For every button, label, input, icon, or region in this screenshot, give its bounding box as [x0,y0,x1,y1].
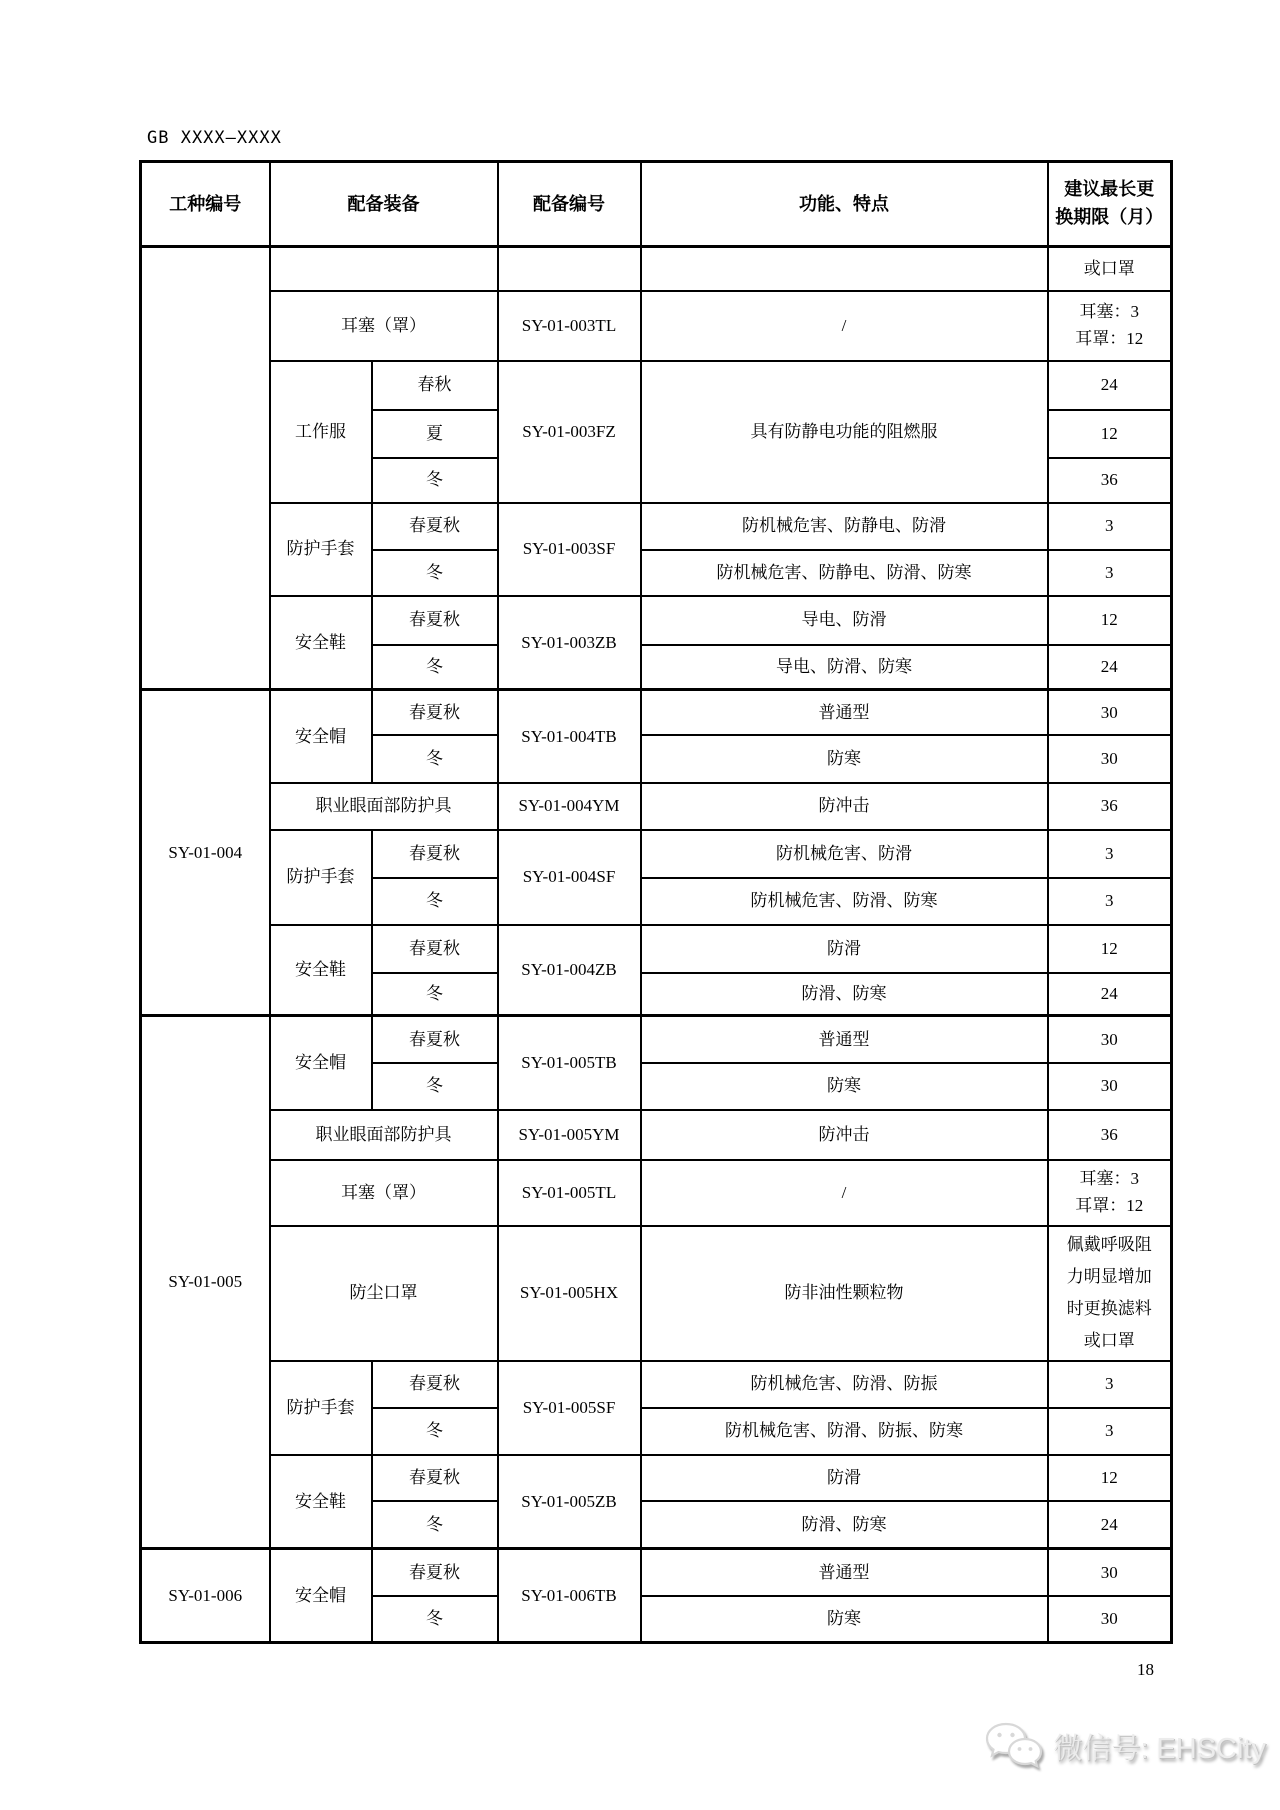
cell-period: 12 [1048,925,1172,973]
cell-feature: 防寒 [641,735,1048,783]
cell-feature: 防冲击 [641,783,1048,830]
cell-period: 30 [1048,1016,1172,1063]
ppe-spec-table [139,160,1173,1644]
watermark-text: 微信号: EHSCity [1053,1732,1266,1765]
cell-feature: 防滑 [641,925,1048,973]
wechat-icon [983,1720,1045,1772]
cell-equipment-gloves: 防护手套 [270,1361,372,1455]
cell-season: 冬 [372,878,498,925]
period-earplug-line1: 耳塞：3 [1079,1169,1139,1189]
cell-season: 冬 [372,1063,498,1110]
cell-feature: 防机械危害、防静电、防滑、防寒 [641,550,1048,596]
cell-code-gloves: SY-01-003SF [498,503,641,596]
cell-season: 冬 [372,1408,498,1455]
cell-equipment-helmet: 安全帽 [270,1016,372,1110]
cell-code-shoes: SY-01-004ZB [498,925,641,1016]
cell-period: 3 [1048,550,1172,596]
cell-season: 春夏秋 [372,1455,498,1501]
cell-feature-cont [641,247,1048,291]
cell-feature: 防寒 [641,1596,1048,1643]
header-equipment: 配备装备 [270,162,498,247]
cell-code-dustmask: SY-01-005HX [498,1226,641,1361]
header-features: 功能、特点 [641,162,1048,247]
cell-feature-earplug: / [641,291,1048,361]
cell-equipment-gloves: 防护手套 [270,830,372,925]
cell-period: 30 [1048,1549,1172,1596]
cell-period: 30 [1048,735,1172,783]
cell-period: 3 [1048,503,1172,550]
cell-period: 24 [1048,973,1172,1016]
cell-season: 冬 [372,1596,498,1643]
cell-feature: 防冲击 [641,1110,1048,1160]
cell-feature-workwear: 具有防静电功能的阻燃服 [641,361,1048,503]
cell-period-earplug [1048,1160,1172,1226]
cell-code-cont [498,247,641,291]
cell-season: 冬 [372,735,498,783]
period-earplug-line2: 耳罩：12 [1075,1195,1144,1215]
cell-code-gloves: SY-01-005SF [498,1361,641,1455]
header-period [1048,162,1172,247]
cell-period: 12 [1048,410,1172,458]
cell-equipment-earplug: 耳塞（罩） [270,291,498,361]
cell-job-code-s005: SY-01-005 [141,1016,270,1549]
cell-period: 24 [1048,645,1172,690]
cell-period: 12 [1048,596,1172,645]
cell-job-code-s003 [141,247,270,690]
cell-season: 冬 [372,645,498,690]
cell-equipment-gloves: 防护手套 [270,503,372,596]
cell-job-code-s004: SY-01-004 [141,690,270,1016]
cell-code-helmet: SY-01-005TB [498,1016,641,1110]
header-period-line2: 换期限（月） [1055,207,1164,227]
cell-season: 冬 [372,550,498,596]
period-earplug-line1: 耳塞：3 [1079,302,1139,322]
cell-season: 春夏秋 [372,690,498,735]
cell-season: 春夏秋 [372,925,498,973]
cell-code-workwear: SY-01-003FZ [498,361,641,503]
cell-code-shoes: SY-01-003ZB [498,596,641,690]
cell-equipment-shoes: 安全鞋 [270,596,372,690]
cell-period: 36 [1048,1110,1172,1160]
cell-equipment-earplug: 耳塞（罩） [270,1160,498,1226]
cell-period: 30 [1048,690,1172,735]
cell-equipment-cont [270,247,498,291]
cell-code-earplug: SY-01-003TL [498,291,641,361]
cell-period: 30 [1048,1063,1172,1110]
cell-code-gloves: SY-01-004SF [498,830,641,925]
cell-feature: 防机械危害、防滑 [641,830,1048,878]
cell-season: 春夏秋 [372,830,498,878]
cell-season: 夏 [372,410,498,458]
cell-season: 春夏秋 [372,596,498,645]
cell-period: 3 [1048,830,1172,878]
wechat-watermark [983,1716,1266,1776]
cell-period-cont: 或口罩 [1048,247,1172,291]
cell-season: 春夏秋 [372,1016,498,1063]
cell-feature: 普通型 [641,1549,1048,1596]
cell-period-dustmask [1048,1226,1172,1361]
cell-season: 冬 [372,458,498,503]
cell-period: 30 [1048,1596,1172,1643]
cell-equipment-workwear: 工作服 [270,361,372,503]
cell-feature: 防滑、防寒 [641,973,1048,1016]
cell-period: 24 [1048,361,1172,410]
cell-code-eyeface: SY-01-005YM [498,1110,641,1160]
cell-period: 3 [1048,1361,1172,1408]
cell-period: 36 [1048,783,1172,830]
document-code: GB XXXX—XXXX [147,128,282,148]
header-period-line1: 建议最长更 [1064,179,1155,200]
cell-code-helmet: SY-01-004TB [498,690,641,783]
cell-season: 冬 [372,1501,498,1549]
cell-period: 3 [1048,878,1172,925]
dustmask-period-text: 佩戴呼吸阻力明显增加时更换滤料或口罩 [1066,1234,1152,1351]
cell-equipment-eyeface: 职业眼面部防护具 [270,783,498,830]
cell-code-eyeface: SY-01-004YM [498,783,641,830]
header-equip-code: 配备编号 [498,162,641,247]
cell-season: 春夏秋 [372,503,498,550]
cell-feature: 防寒 [641,1063,1048,1110]
cell-equipment-helmet: 安全帽 [270,690,372,783]
cell-season: 春夏秋 [372,1549,498,1596]
cell-feature: 防滑 [641,1455,1048,1501]
period-earplug-line2: 耳罩：12 [1075,328,1144,348]
cell-period: 36 [1048,458,1172,503]
cell-period: 24 [1048,1501,1172,1549]
cell-feature: 防机械危害、防静电、防滑 [641,503,1048,550]
cell-code-earplug: SY-01-005TL [498,1160,641,1226]
cell-season: 冬 [372,973,498,1016]
cell-equipment-shoes: 安全鞋 [270,1455,372,1549]
cell-feature: 导电、防滑 [641,596,1048,645]
cell-feature: 普通型 [641,690,1048,735]
cell-equipment-dustmask: 防尘口罩 [270,1226,498,1361]
cell-feature: 导电、防滑、防寒 [641,645,1048,690]
cell-feature: / [641,1160,1048,1226]
cell-feature: 防机械危害、防滑、防寒 [641,878,1048,925]
cell-equipment-eyeface: 职业眼面部防护具 [270,1110,498,1160]
cell-season: 春秋 [372,361,498,410]
cell-period: 12 [1048,1455,1172,1501]
page-number: 18 [1137,1660,1154,1679]
cell-period: 3 [1048,1408,1172,1455]
cell-feature: 防非油性颗粒物 [641,1226,1048,1361]
cell-code-helmet: SY-01-006TB [498,1549,641,1643]
cell-equipment-shoes: 安全鞋 [270,925,372,1016]
cell-feature: 普通型 [641,1016,1048,1063]
header-job-code: 工种编号 [141,162,270,247]
cell-code-shoes: SY-01-005ZB [498,1455,641,1549]
cell-equipment-helmet: 安全帽 [270,1549,372,1643]
cell-job-code-s006: SY-01-006 [141,1549,270,1643]
cell-feature: 防机械危害、防滑、防振 [641,1361,1048,1408]
cell-season: 春夏秋 [372,1361,498,1408]
cell-period-earplug [1048,291,1172,361]
cell-feature: 防机械危害、防滑、防振、防寒 [641,1408,1048,1455]
cell-feature: 防滑、防寒 [641,1501,1048,1549]
